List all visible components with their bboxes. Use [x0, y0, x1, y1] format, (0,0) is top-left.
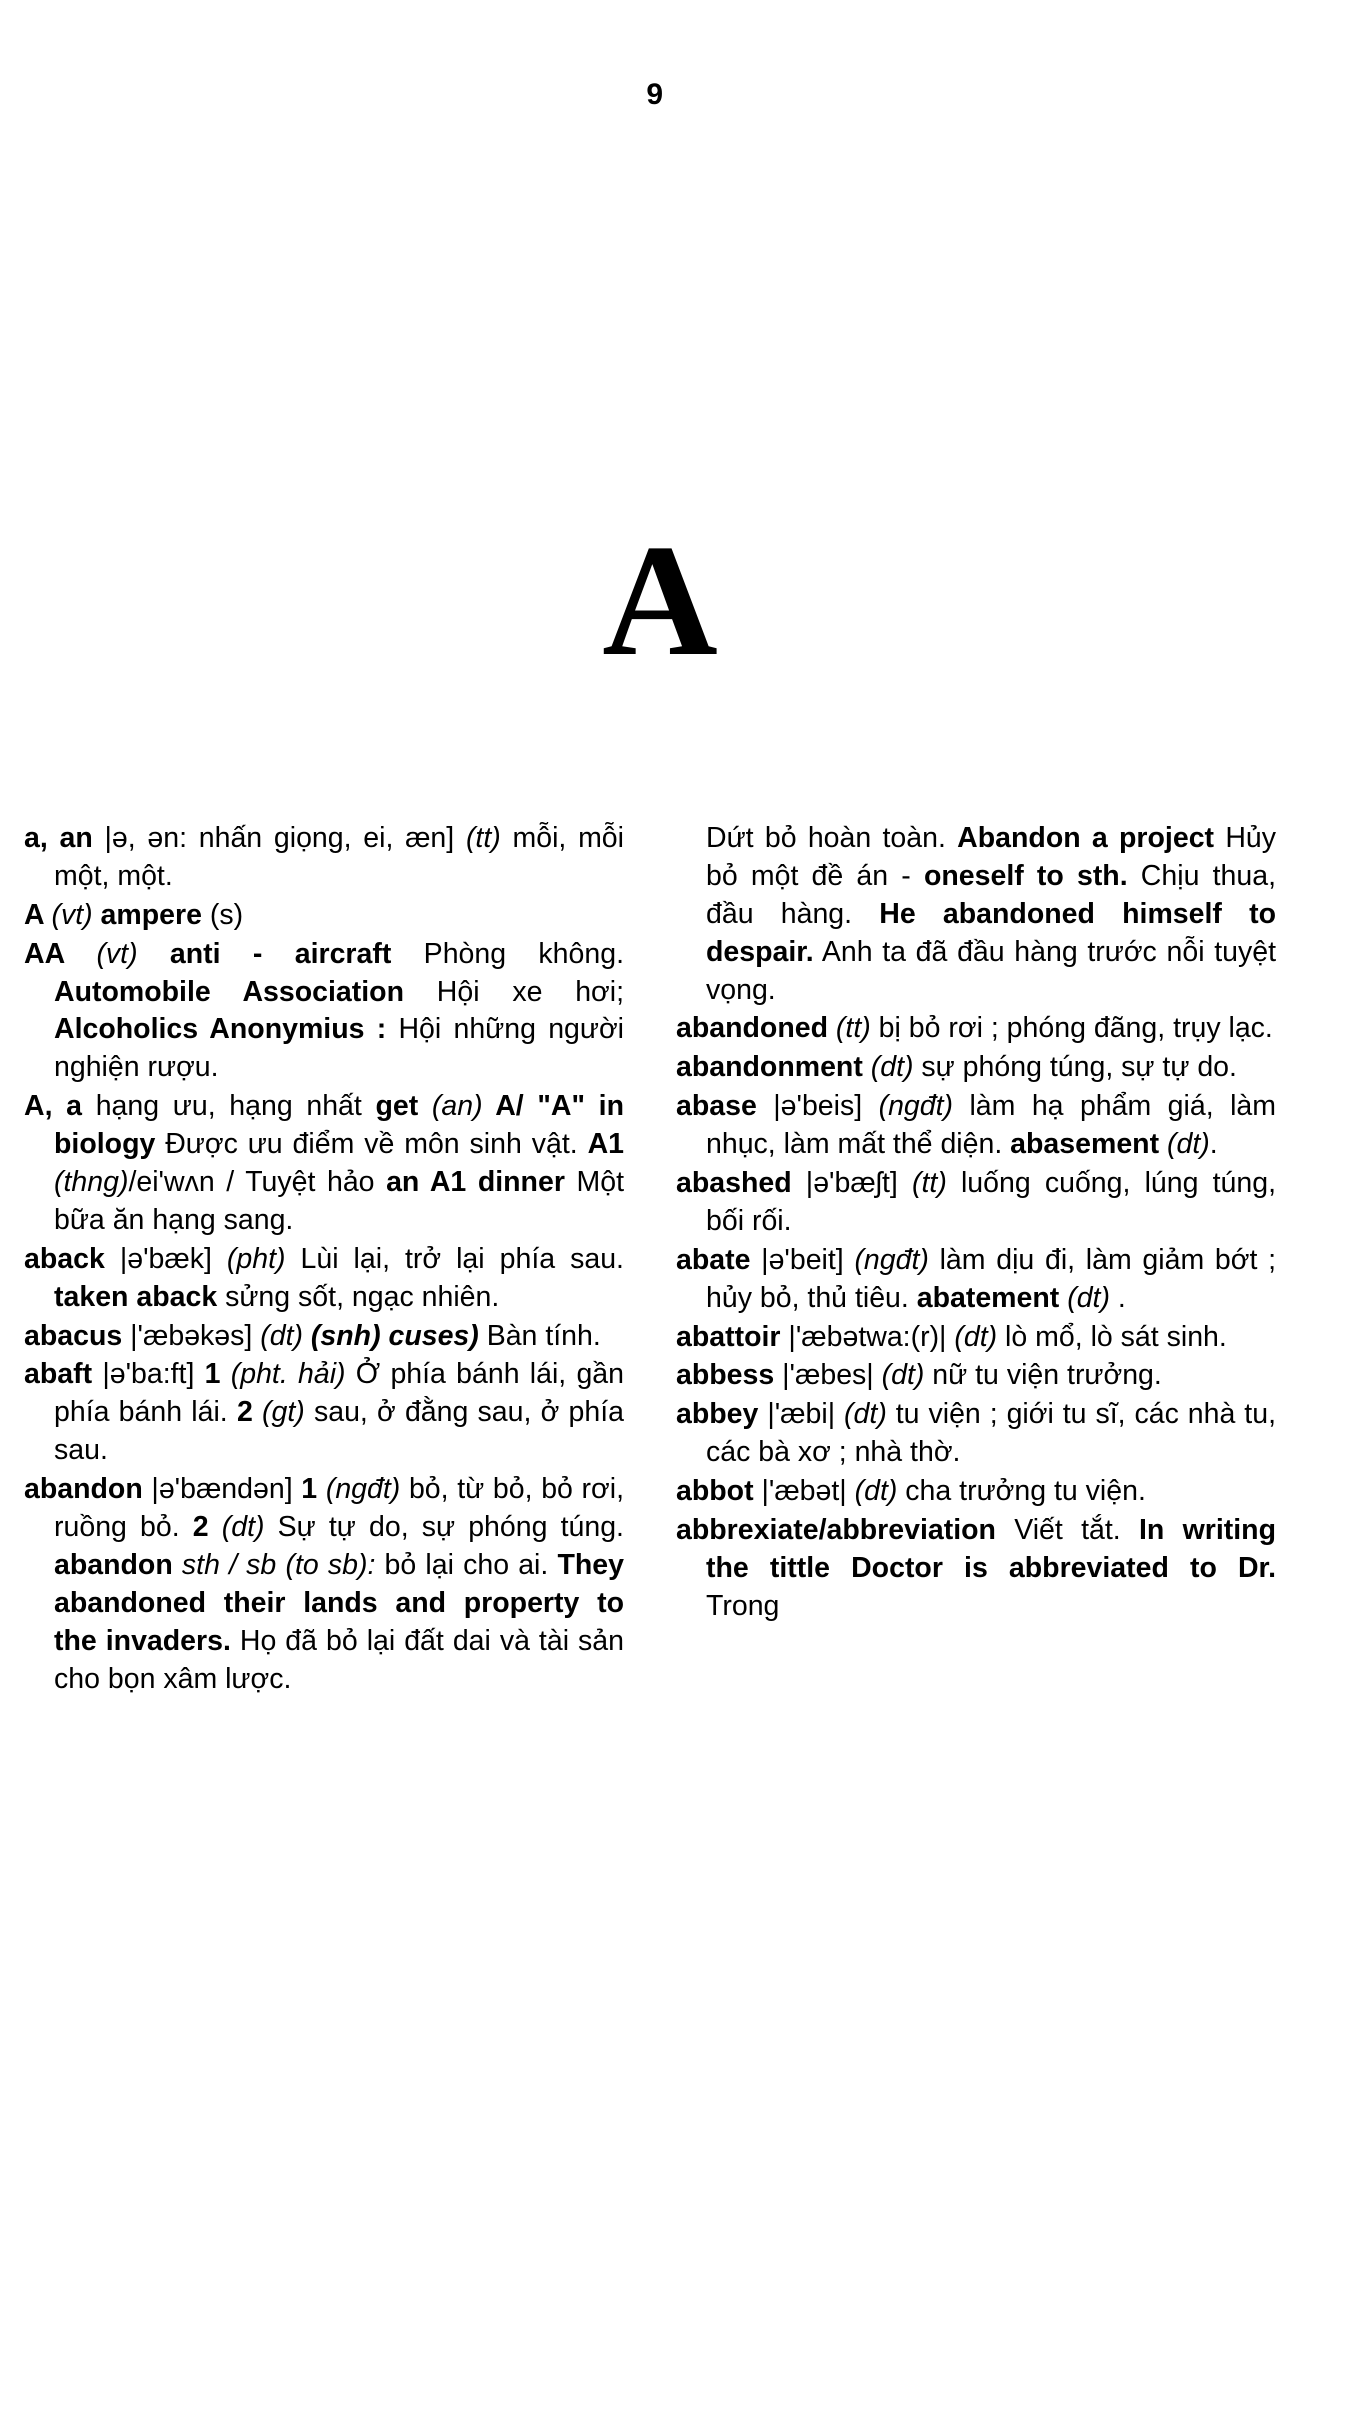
- dictionary-entry: abandon |ə'bændən] 1 (ngđt) bỏ, từ bỏ, bỏ rơi, ruồng bỏ. 2 (dt) Sự tự do, sự phóng túng. abandon sth / sb (to sb): bỏ lại cho ai. They abandoned their lands and property to the invaders. Họ đã bỏ lại đất dai và tài sản cho bọn xâm lược.: [24, 1473, 625, 1695]
- dictionary-entry: abacus |'æbəkəs] (dt) (snh) cuses) Bàn tính.: [24, 1319, 601, 1352]
- dictionary-entry: aback |ə'bæk] (pht) Lùi lại, trở lại phía sau. taken aback sửng sốt, ngạc nhiên.: [24, 1242, 624, 1313]
- dictionary-entry: abandoned (tt) bị bỏ rơi ; phóng đãng, trụy lạc.: [676, 1012, 1273, 1045]
- dictionary-entry: abbey |'æbi| (dt) tu viện ; giới tu sĩ, các nhà tu, các bà xơ ; nhà thờ.: [676, 1398, 1276, 1469]
- dictionary-entry: A (vt) ampere (s): [24, 898, 244, 931]
- dictionary-entry: abbot |'æbət| (dt) cha trưởng tu viện.: [676, 1475, 1146, 1508]
- dictionary-entry: abbrexiate/abbreviation Viết tắt. In writing the tittle Doctor is abbreviated to Dr. Trong: [676, 1514, 1276, 1622]
- right-column: [676, 820, 1276, 1699]
- dictionary-entry: abandonment (dt) sự phóng túng, sự tự do.: [676, 1051, 1237, 1084]
- dictionary-entry: abattoir |'æbətwa:(r)| (dt) lò mổ, lò sát sinh.: [676, 1320, 1227, 1353]
- dictionary-entry: abbess |'æbes| (dt) nữ tu viện trưởng.: [676, 1359, 1162, 1392]
- letter-section-heading: A: [602, 511, 718, 689]
- dictionary-entry: a, an |ə, ən: nhấn giọng, ei, æn] (tt) mỗi, mỗi một, một.: [24, 822, 624, 892]
- dictionary-entry: abate |ə'beit] (ngđt) làm dịu đi, làm giảm bớt ; hủy bỏ, thủ tiêu. abatement (dt) .: [676, 1243, 1276, 1314]
- dictionary-entry: abashed |ə'bæʃt] (tt) luống cuống, lúng túng, bối rối.: [676, 1167, 1276, 1237]
- dictionary-entry: A, a hạng ưu, hạng nhất get (an) A/ "A" in biology Được ưu điểm về môn sinh vật. A1 (thng)/ei'wʌn / Tuyệt hảo an A1 dinner Một bữa ăn hạng sang.: [24, 1090, 624, 1236]
- two-column-body: [24, 820, 1336, 1699]
- dictionary-entry: Dứt bỏ hoàn toàn. Abandon a project Hủy bỏ một đề án - oneself to sth. Chịu thua, đầu hàng. He abandoned himself to despair. Anh ta đã đầu hàng trước nỗi tuyệt vọng.: [706, 822, 1276, 1006]
- dictionary-entry: AA (vt) anti - aircraft Phòng không. Automobile Association Hội xe hơi; Alcoholics Anonymius : Hội những người nghiện rượu.: [24, 937, 624, 1084]
- page-number: 9: [646, 78, 664, 111]
- dictionary-entry: abaft |ə'ba:ft] 1 (pht. hải) Ở phía bánh lái, gần phía bánh lái. 2 (gt) sau, ở đằng sau, ở phía sau.: [24, 1358, 625, 1467]
- dictionary-entry: abase |ə'beis] (ngđt) làm hạ phẩm giá, làm nhục, làm mất thể diện. abasement (dt).: [676, 1090, 1276, 1161]
- left-column: [24, 820, 624, 1699]
